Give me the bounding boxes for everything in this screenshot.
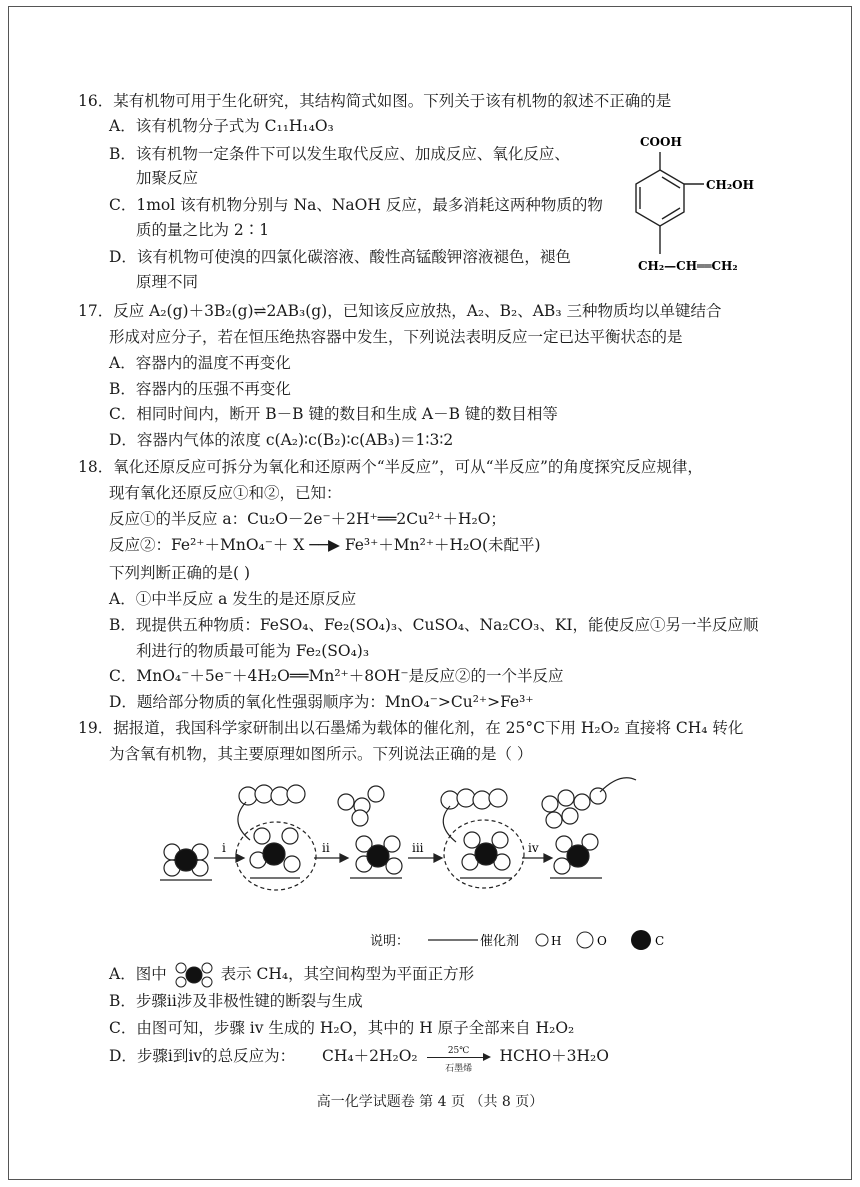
q19-option-d [109, 1046, 609, 1074]
allyl-chain-label: CH₂—CH══CH₂ [638, 259, 738, 273]
q16-option-b-line1: B．该有机物一定条件下可以发生取代反应、加成反应、氧化反应、 [109, 145, 570, 163]
condition-catalyst: 石墨烯 [445, 1064, 473, 1074]
step-iii-label: iii [412, 841, 424, 855]
q19-overall-equation-right: HCHO＋3H₂O [499, 1047, 609, 1065]
ch4-molecule-icon [172, 961, 216, 989]
q18-stem-line1: 18．氧化还原反应可拆分为氧化和还原两个“半反应”，可从“半反应”的角度探究反应规律， [78, 458, 703, 476]
q18-reaction1: 反应①的半反应 a：Cu₂O－2e⁻＋2H⁺══2Cu²⁺＋H₂O； [109, 510, 506, 528]
q16-structure-diagram [600, 130, 800, 280]
q18-option-a: A．①中半反应 a 发生的是还原反应 [109, 590, 357, 608]
q19-option-d-prefix: D．步骤i到iv的总反应为： [109, 1047, 296, 1065]
q19-stem-line1: 19．据报道，我国科学家研制出以石墨烯为载体的催化剂，在 25°C下用 H₂O₂ 直接将 CH₄ 转化 [78, 719, 744, 737]
q16-option-c-line1: C．1mol 该有机物分别与 Na、NaOH 反应，最多消耗这两种物质的物 [109, 196, 603, 214]
reaction-condition-arrow [427, 1046, 491, 1074]
q18-option-c: C．MnO₄⁻＋5e⁻＋4H₂O══Mn²⁺＋8OH⁻是反应②的一个半反应 [109, 667, 564, 685]
q17-stem-line2: 形成对应分子，若在恒压绝热容器中发生，下列说法表明反应一定已达平衡状态的是 [109, 328, 683, 346]
ch2oh-label: CH₂OH [706, 178, 754, 192]
page-footer: 高一化学试题卷 第 4 页 （共 8 页） [316, 1094, 544, 1110]
step-ii-label: ii [322, 841, 330, 855]
q18-option-d: D．题给部分物质的氧化性强弱顺序为：MnO₄⁻>Cu²⁺>Fe³⁺ [109, 693, 534, 711]
q19-option-a-prefix: A．图中 [109, 965, 167, 983]
q16-option-c-line2: 质的量之比为 2∶1 [136, 221, 270, 239]
legend-h: H [551, 934, 562, 948]
q18-option-b-line2: 利进行的物质最可能为 Fe₂(SO₄)₃ [136, 642, 370, 660]
q19-mechanism-diagram [150, 762, 710, 892]
q17-stem-line1: 17．反应 A₂(g)＋3B₂(g)⇌2AB₃(g)，已知该反应放热，A₂、B₂、AB₃ 三种物质均以单键结合 [78, 302, 722, 320]
q17-option-c: C．相同时间内，断开 B－B 键的数目和生成 A－B 键的数目相等 [109, 405, 558, 423]
q17-option-a: A．容器内的温度不再变化 [109, 354, 291, 372]
legend-o: O [597, 934, 607, 948]
q18-reaction2: 反应②：Fe²⁺＋MnO₄⁻＋ X ──▶ Fe³⁺＋Mn²⁺＋H₂O(未配平) [109, 536, 541, 554]
legend-title: 说明： [370, 934, 410, 949]
q19-stem-line2: 为含氧有机物，其主要原理如图所示。下列说法正确的是（ ） [109, 745, 533, 763]
q18-stem-line2: 现有氧化还原反应①和②，已知： [109, 484, 342, 502]
cooh-label: COOH [640, 135, 682, 149]
q19-option-b: B．步骤ii涉及非极性键的断裂与生成 [109, 992, 363, 1010]
q19-legend [370, 928, 690, 952]
q16-option-b-line2: 加聚反应 [136, 169, 199, 187]
q19-option-c: C．由图可知，步骤 iv 生成的 H₂O，其中的 H 原子全部来自 H₂O₂ [109, 1019, 575, 1037]
q16-stem: 16．某有机物可用于生化研究，其结构简式如图。下列关于该有机物的叙述不正确的是 [78, 92, 672, 110]
legend-c: C [655, 934, 665, 948]
condition-temperature: 25℃ [447, 1046, 470, 1056]
q17-option-d: D．容器内气体的浓度 c(A₂)∶c(B₂)∶c(AB₃)＝1∶3∶2 [109, 431, 454, 449]
step-i-label: i [222, 841, 226, 855]
q17-option-b: B．容器内的压强不再变化 [109, 380, 291, 398]
q16-option-d-line2: 原理不同 [136, 273, 199, 291]
q19-option-a [109, 961, 474, 989]
legend-catalyst: 催化剂 [480, 934, 520, 949]
q18-option-b-line1: B．现提供五种物质：FeSO₄、Fe₂(SO₄)₃、CuSO₄、Na₂CO₃、KI，能使反应①另一半反应顺 [109, 616, 759, 634]
q16-option-a: A．该有机物分子式为 C₁₁H₁₄O₃ [109, 117, 334, 135]
q19-option-a-text: 表示 CH₄，其空间构型为平面正方形 [220, 965, 475, 983]
step-iv-label: iv [528, 841, 539, 855]
q18-question: 下列判断正确的是( ) [109, 564, 251, 582]
q19-overall-equation-left: CH₄＋2H₂O₂ [322, 1047, 418, 1065]
q16-option-d-line1: D．该有机物可使溴的四氯化碳溶液、酸性高锰酸钾溶液褪色，褪色 [109, 248, 571, 266]
